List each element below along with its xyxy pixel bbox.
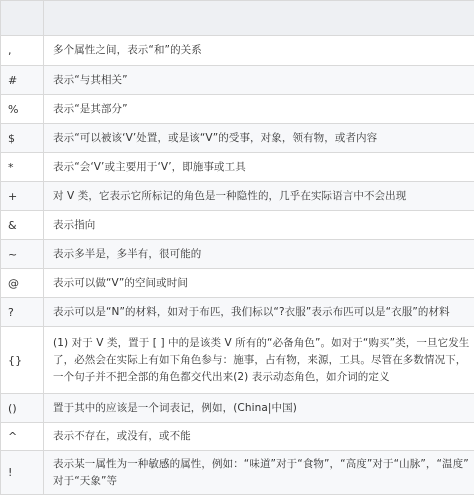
table-row — [1, 153, 474, 182]
table-header-row — [1, 1, 474, 36]
table-row — [1, 451, 474, 495]
table-row — [1, 269, 474, 298]
description-cell: 表示“是其部分” — [44, 95, 474, 124]
table-row — [1, 95, 474, 124]
table-row — [1, 240, 474, 269]
symbol-cell: ! — [1, 451, 44, 495]
description-cell: 表示不存在，或没有，或不能 — [44, 423, 474, 451]
table-row — [1, 124, 474, 153]
table-row — [1, 66, 474, 95]
symbol-cell: * — [1, 153, 44, 182]
table-header-cell-symbol — [1, 1, 44, 36]
symbol-cell: ? — [1, 298, 44, 327]
table-row — [1, 182, 474, 211]
table-row — [1, 211, 474, 240]
description-cell: 表示指向 — [44, 211, 474, 240]
description-cell: 表示“可以被该‘V’处置，或是该“V”的受事，对象，领有物，或者内容 — [44, 124, 474, 153]
description-cell: 表示可以做“V”的空间或时间 — [44, 269, 474, 298]
table-row — [1, 394, 474, 423]
symbol-cell: @ — [1, 269, 44, 298]
description-cell: 表示某一属性为一种敏感的属性，例如：“味道”对于“食物”，“高度”对于“山脉”，“温度” 对于“天象”等 — [44, 451, 474, 495]
description-cell: (1) 对于 V 类，置于 [ ] 中的是该类 V 所有的“必备角色”。如对于“购买”类，一旦它发生了，必然会在实际上有如下角色参与：施事，占有物，来源，工具。尽管在多数情况下，一个句子并不把全部的角色都交代出来(2) 表示动态角色，如介词的定义 — [44, 327, 474, 394]
symbol-cell: () — [1, 394, 44, 423]
symbol-cell: {} — [1, 327, 44, 394]
description-cell: 表示“与其相关” — [44, 66, 474, 95]
table-body — [1, 36, 474, 495]
symbol-cell: % — [1, 95, 44, 124]
table-header-cell-description — [44, 1, 474, 36]
symbol-cell: & — [1, 211, 44, 240]
symbol-cell: , — [1, 36, 44, 66]
symbol-cell: ~ — [1, 240, 44, 269]
description-cell: 对 V 类，它表示它所标记的角色是一种隐性的，几乎在实际语言中不会出现 — [44, 182, 474, 211]
description-cell: 表示“会‘V’或主要用于‘V’，即施事或工具 — [44, 153, 474, 182]
symbol-cell: ^ — [1, 423, 44, 451]
table-row — [1, 36, 474, 66]
description-cell: 表示多半是，多半有，很可能的 — [44, 240, 474, 269]
symbol-cell: # — [1, 66, 44, 95]
description-cell: 表示可以是“N”的材料，如对于布匹，我们标以“?衣服”表示布匹可以是“衣服”的材料 — [44, 298, 474, 327]
description-cell: 多个属性之间，表示“和”的关系 — [44, 36, 474, 66]
table-row — [1, 327, 474, 394]
table-row — [1, 298, 474, 327]
symbol-cell: $ — [1, 124, 44, 153]
symbol-cell: + — [1, 182, 44, 211]
table-row — [1, 423, 474, 451]
description-cell: 置于其中的应该是一个词表记，例如，(China|中国) — [44, 394, 474, 423]
